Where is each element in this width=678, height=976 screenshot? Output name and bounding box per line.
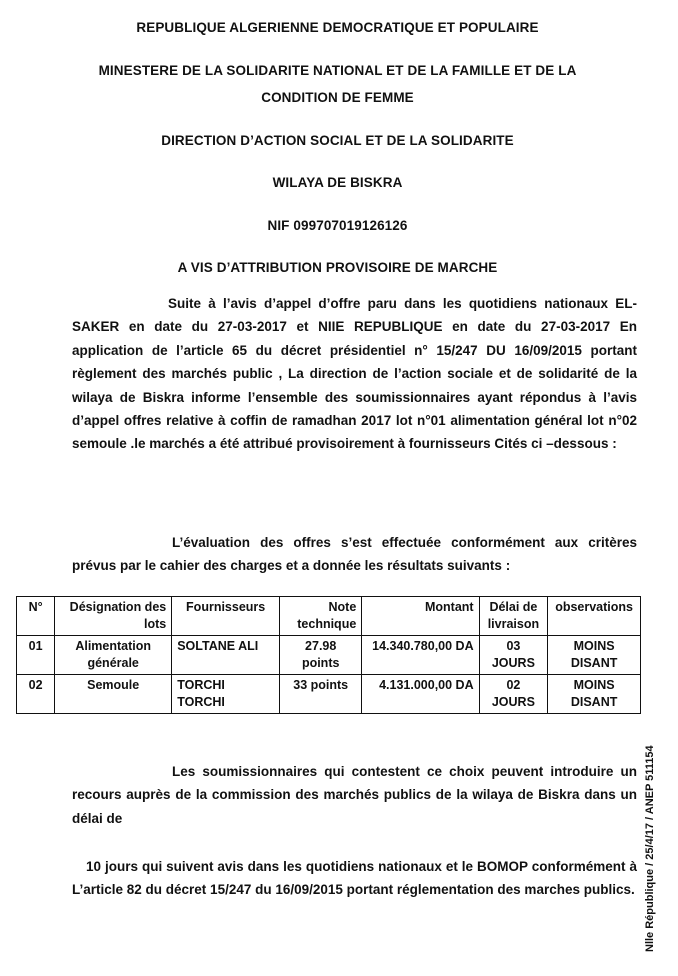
header-fournisseurs: Fournisseurs	[172, 597, 280, 636]
row-observations: MOINS DISANT	[548, 636, 641, 675]
header-designation: Désignation des lots	[55, 597, 172, 636]
ministry-heading-line2: CONDITION DE FEMME	[261, 90, 414, 105]
notice-title: A VIS D’ATTRIBUTION PROVISOIRE DE MARCHE	[177, 260, 498, 275]
row-designation: Alimentation générale	[55, 636, 172, 675]
row-fournisseur: TORCHI TORCHI	[172, 675, 280, 714]
table-header-row	[17, 597, 641, 636]
deadline-paragraph: 10 jours qui suivent avis dans les quotidiens nationaux et le BOMOP conformément à L’article 82 du décret 15/247 du 16/09/2015 portant réglementation des marches publics.	[72, 859, 637, 898]
table-row	[17, 675, 641, 714]
row-montant: 4.131.000,00 DA	[362, 675, 479, 714]
row-num: 02	[17, 675, 55, 714]
header-montant: Montant	[362, 597, 479, 636]
row-fournisseur: SOLTANE ALI	[172, 636, 280, 675]
row-delai: 03 JOURS	[479, 636, 548, 675]
wilaya-heading: WILAYA DE BISKRA	[272, 175, 403, 190]
header-note: Note technique	[280, 597, 362, 636]
row-montant: 14.340.780,00 DA	[362, 636, 479, 675]
table-row	[17, 636, 641, 675]
header-delai: Délai de livraison	[479, 597, 548, 636]
appeal-paragraph: Les soumissionnaires qui contestent ce choix peuvent introduire un recours auprès de la commission des marchés publics de la wilaya de Biskra dans un délai de	[72, 764, 637, 826]
ministry-heading-line1: MINESTERE DE LA SOLIDARITE NATIONAL ET DE LA FAMILLE ET DE LA	[98, 63, 577, 78]
publication-reference: Nlle République / 25/4/17 / ANEP 511154	[644, 745, 656, 952]
row-delai: 02 JOURS	[479, 675, 548, 714]
results-table	[16, 596, 641, 714]
row-designation: Semoule	[55, 675, 172, 714]
header-observations: observations	[548, 597, 641, 636]
nif-number: NIF 099707019126126	[267, 218, 408, 233]
row-num: 01	[17, 636, 55, 675]
intro-paragraph: Suite à l’avis d’appel d’offre paru dans les quotidiens nationaux EL- SAKER en date du 27-03-2017 et NIIE REPUBLIQUE en date du 27-03-2017 En application de l’article 65 du décret présidentiel n° 15/247 DU 16/09/2015 portant règlement des marchés public , La direction de l’action sociale et de solidarité de la wilaya de Biskra informe l’ensemble des soumissionnaires ayant répondus à l’avis d’appel offres relative à coffin de ramadhan 2017 lot n°01 alimentation général lot n°02 semoule .le marchés a été attribué provisoirement à fournisseurs Cités ci –dessous :	[72, 296, 637, 452]
row-observations: MOINS DISANT	[548, 675, 641, 714]
republic-heading: REPUBLIQUE ALGERIENNE DEMOCRATIQUE ET POPULAIRE	[136, 20, 539, 35]
row-note: 33 points	[280, 675, 362, 714]
header-num: N°	[17, 597, 55, 636]
direction-heading: DIRECTION D’ACTION SOCIAL ET DE LA SOLIDARITE	[161, 133, 514, 148]
row-note: 27.98 points	[280, 636, 362, 675]
evaluation-paragraph: L’évaluation des offres s’est effectuée conformément aux critères prévus par le cahier des charges et a donnée les résultats suivants :	[72, 535, 637, 574]
